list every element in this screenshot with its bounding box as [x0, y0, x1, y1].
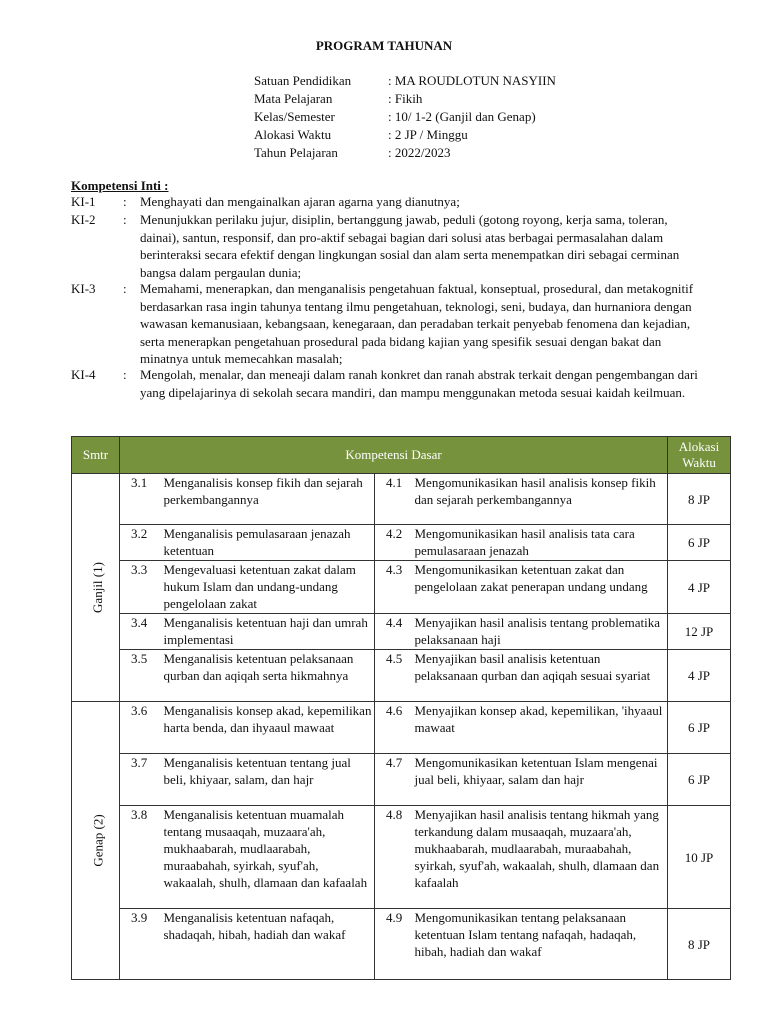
ki-code: KI-1	[71, 194, 96, 209]
alokasi-cell: 6 JP	[668, 525, 731, 561]
info-value: : Fikih	[388, 91, 423, 106]
table-row	[72, 909, 731, 980]
semester-label: Ganjil (1)	[89, 562, 105, 613]
alokasi-cell: 4 JP	[668, 561, 731, 614]
ki-text: Mengolah, menalar, dan meneaji dalam ranah konkret dan ranah abstrak terkait dengan pengembangan dari yang dipelajarinya di sekolah secara mandiri, dan mampu menggunakan metoda sesuai kaidah keilmuan.	[140, 367, 698, 400]
kompetensi-dasar-table	[71, 436, 731, 980]
kd3-text: Menganalisis ketentuan nafaqah, shadaqah, hibah, hadiah dan wakaf	[164, 909, 375, 980]
table-row	[72, 702, 731, 754]
alokasi-cell: 8 JP	[668, 909, 731, 980]
kd4-text: Menyajikan hasil analisis tentang problematika pelaksanaan haji	[415, 614, 668, 650]
header-smtr: Smtr	[72, 437, 120, 474]
kd4-number: 4.9	[375, 909, 415, 980]
ki-text: Memahami, menerapkan, dan menganalisis pengetahuan faktual, konseptual, prosedural, dan metakognitif berdasarkan rasa ingin tahunya tentang ilmu pengetahuan, teknologi, seni, budaya, dan hurnaniora dengan wawasan kemanusiaan, kebangsaan, kenegaraan, dan peradaban terkait penyebab fenomena dan kejadian, serta menerapkan pengetahuan prosedural pada bidang kajian yang spesifik sesuai dengan bakat dan minatnya untuk memecahkan masalah;	[140, 281, 694, 367]
kd4-text: Mengomunikasikan ketentuan Islam mengenai jual beli, khiyaar, salam dan hajr	[415, 754, 668, 806]
alokasi-cell: 6 JP	[668, 702, 731, 754]
info-row	[254, 144, 556, 162]
kd4-number: 4.7	[375, 754, 415, 806]
table-row	[72, 561, 731, 614]
info-row	[254, 126, 556, 144]
header-kompetensi-dasar: Kompetensi Dasar	[120, 437, 668, 474]
alokasi-cell: 4 JP	[668, 650, 731, 702]
semester-cell	[72, 702, 120, 980]
kd3-text: Menganalisis pemulasaraan jenazah ketentuan	[164, 525, 375, 561]
kd4-text: Menyajikan basil analisis ketentuan pelaksanaan qurban dan aqiqah sesuai syariat	[415, 650, 668, 702]
table-row	[72, 614, 731, 650]
info-label: Mata Pelajaran	[254, 91, 333, 106]
kd3-text: Menganalisis ketentuan tentang jual beli, khiyaar, salam, dan hajr	[164, 754, 375, 806]
alokasi-cell: 12 JP	[668, 614, 731, 650]
ki-text: Menghayati dan mengainalkan ajaran agarna yang dianutnya;	[140, 194, 460, 209]
kd4-text: Mengomunikasikan tentang pelaksanaan ketentuan Islam tentang nafaqah, hadaqah, hibah, hadiah dan wakaf	[415, 909, 668, 980]
kd3-number: 3.4	[120, 614, 164, 650]
info-row	[254, 72, 556, 90]
ki-heading: Kompetensi Inti :	[71, 178, 169, 193]
kd4-number: 4.4	[375, 614, 415, 650]
kd4-number: 4.5	[375, 650, 415, 702]
semester-label: Genap (2)	[90, 814, 106, 867]
identity-block	[254, 72, 556, 162]
ki-colon: :	[123, 212, 127, 227]
alokasi-cell: 6 JP	[668, 754, 731, 806]
kd4-number: 4.6	[375, 702, 415, 754]
kd4-number: 4.8	[375, 806, 415, 909]
info-row	[254, 90, 556, 108]
kd4-text: Menyajikan konsep akad, kepemilikan, 'ihyaaul mawaat	[415, 702, 668, 754]
ki-row-2	[71, 211, 711, 281]
kd3-number: 3.9	[120, 909, 164, 980]
kd4-number: 4.1	[375, 474, 415, 525]
table-row	[72, 650, 731, 702]
kd3-text: Mengevaluasi ketentuan zakat dalam hukum Islam dan undang-undang pengelolaan zakat	[164, 561, 375, 614]
kd3-text: Menganalisis konsep akad, kepemilikan harta benda, dan ihyaaul mawaat	[164, 702, 375, 754]
table-row	[72, 754, 731, 806]
info-label: Kelas/Semester	[254, 109, 335, 124]
alokasi-cell: 8 JP	[668, 474, 731, 525]
kd3-text: Menganalisis ketentuan haji dan umrah implementasi	[164, 614, 375, 650]
kd4-number: 4.3	[375, 561, 415, 614]
table-row	[72, 474, 731, 525]
ki-code: KI-3	[71, 281, 96, 296]
kd3-number: 3.8	[120, 806, 164, 909]
ki-text: Menunjukkan perilaku jujur, disiplin, bertanggung jawab, peduli (gotong royong, kerja sama, toleran, dainai), santun, responsif, dan pro-aktif sebagai bagian dari solusi atas berbagai permasalahan dalam berinteraksi secara efektif dengan lingkungan sosial dan alam serta menempatkan diri sebagai cerminan bangsa dalam pergaulan dunia;	[140, 212, 680, 280]
info-label: Satuan Pendidikan	[254, 73, 352, 88]
kd3-number: 3.5	[120, 650, 164, 702]
kd3-text: Menganalisis ketentuan muamalah tentang musaaqah, muzaara'ah, mukhaabarah, mudlaarabah, muraabahah, syirkah, syuf'ah, wakaalah, shulh, dlamaan dan kafaalah	[164, 806, 375, 909]
info-value: : 2022/2023	[388, 145, 451, 160]
kd4-text: Mengomunikasikan hasil analisis tata cara pemulasaraan jenazah	[415, 525, 668, 561]
info-label: Alokasi Waktu	[254, 127, 332, 142]
table-row	[72, 806, 731, 909]
ki-row-1	[71, 193, 711, 211]
kd4-number: 4.2	[375, 525, 415, 561]
kd3-text: Menganalisis ketentuan pelaksanaan qurban dan aqiqah serta hikmahnya	[164, 650, 375, 702]
kd3-number: 3.7	[120, 754, 164, 806]
ki-colon: :	[123, 194, 127, 209]
semester-cell	[72, 474, 120, 702]
kd3-text: Menganalisis konsep fikih dan sejarah perkembangannya	[164, 474, 375, 525]
ki-colon: :	[123, 367, 127, 382]
ki-colon: :	[123, 281, 127, 296]
ki-row-3	[71, 280, 711, 368]
kd4-text: Mengomunikasikan hasil analisis konsep fikih dan sejarah perkembangannya	[415, 474, 668, 525]
kd3-number: 3.6	[120, 702, 164, 754]
ki-code: KI-2	[71, 212, 96, 227]
info-value: : 2 JP / Minggu	[388, 127, 468, 142]
kd3-number: 3.2	[120, 525, 164, 561]
table-row	[72, 525, 731, 561]
page-title: PROGRAM TAHUNAN	[315, 38, 453, 53]
kd4-text: Menyajikan hasil analisis tentang hikmah yang terkandung dalam musaaqah, muzaara'ah, mukhaabarah, mudlaarabah, muraabahah, syirkah, syuf'ah, wakaalah, shulh, dlamaan dan kafaalah	[415, 806, 668, 909]
ki-row-4	[71, 366, 711, 401]
kd3-number: 3.1	[120, 474, 164, 525]
info-label: Tahun Pelajaran	[254, 145, 338, 160]
info-row	[254, 108, 556, 126]
ki-code: KI-4	[71, 367, 96, 382]
kd3-number: 3.3	[120, 561, 164, 614]
kd4-text: Mengomunikasikan ketentuan zakat dan pengelolaan zakat penerapan undang undang	[415, 561, 668, 614]
info-value: : 10/ 1-2 (Ganjil dan Genap)	[388, 109, 536, 124]
info-value: : MA ROUDLOTUN NASYIIN	[388, 73, 556, 88]
alokasi-cell: 10 JP	[668, 806, 731, 909]
header-alokasi-waktu: Alokasi Waktu	[668, 437, 731, 474]
